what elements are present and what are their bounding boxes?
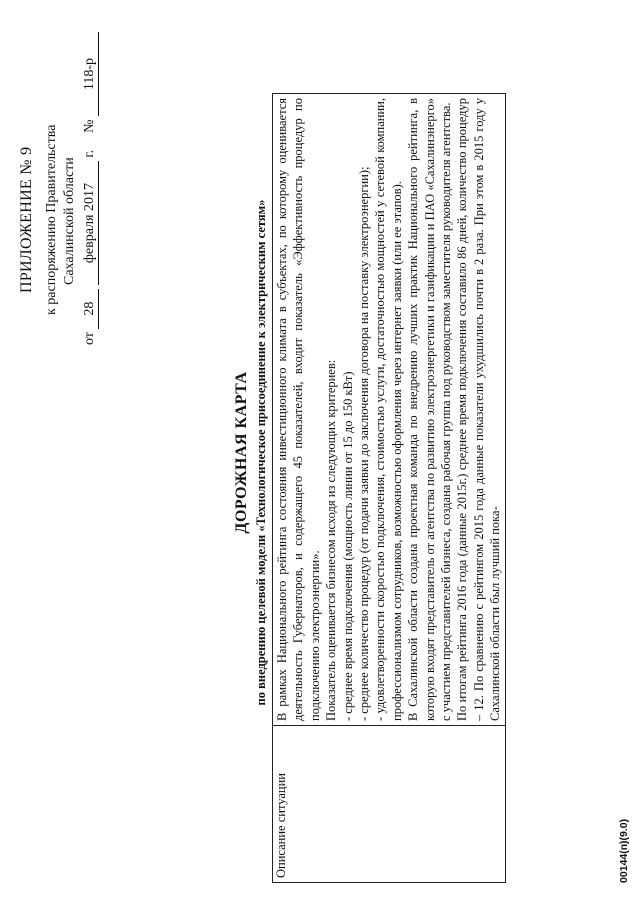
date-prefix: от <box>82 332 97 345</box>
paragraph: - среднее количество процедур (от подачи заявки до заключения договора на поставку электроэнергии); <box>357 166 372 721</box>
year-suffix: г. <box>82 149 97 158</box>
region-name: Сахалинской области <box>62 157 77 285</box>
form-code: 00144(п)(9.0) <box>618 818 630 883</box>
paragraph: - удовлетворенности скоростью подключения, стоимостью услуги, достаточностью мощностей у сетевой компании, профессионализмом сотрудников, возможностью оформления через интернет заявки (или ее этапов). <box>373 98 404 721</box>
roadmap-table <box>272 93 506 883</box>
paragraph: В рамках Национального рейтинга состояния инвестиционного климата в субъектах, по которому оценивается деятельность Губернаторов, и содержащего 45 показателей, входит показатель «Эффективность процедур по подключению электроэнергии». <box>275 98 322 721</box>
order-month-year: февраля 2017 <box>82 161 99 285</box>
paragraph: По итогам рейтинга 2016 года (данные 2015г.) среднее время подключения составило 86 дней, количество процедур – 12. По сравнению с рейтингом 2015 года данные показатели ухудшились почти в 2 раза. При этом в 2015 году у Сахалинской области был лучший пока- <box>455 98 503 721</box>
order-date-line <box>82 32 99 345</box>
paragraph: Показатель оценивается бизнесом исходя из следующих критериев: <box>324 359 339 721</box>
description-cell <box>273 94 506 726</box>
order-number: 118-р <box>82 32 99 116</box>
document-title: ДОРОЖНАЯ КАРТА <box>233 371 250 534</box>
table-row <box>273 94 506 883</box>
appendix-title: ПРИЛОЖЕНИЕ № 9 <box>18 146 35 293</box>
order-day: 28 <box>82 289 99 329</box>
paragraph: - среднее время подключения (мощность линии от 15 до 150 кВт) <box>340 371 355 721</box>
row-label-cell: Описание ситуации <box>273 726 506 883</box>
order-reference: к распоряжению Правительства <box>44 124 59 315</box>
paragraph: В Сахалинской области создана проектная команда по внедрению лучших практик Национального рейтинга, в которую входят представитель от агентства по развитию электроэнергетики и газификации и ПАО «Сахалинэнерго» с участием представителей бизнеса, создана рабочая группа под руководством заместителя руководителя агентства. <box>406 98 454 721</box>
number-label: № <box>82 119 97 133</box>
document-subtitle: по внедрению целевой модели «Технологическое присоединение к электрическим сетям» <box>254 199 268 706</box>
